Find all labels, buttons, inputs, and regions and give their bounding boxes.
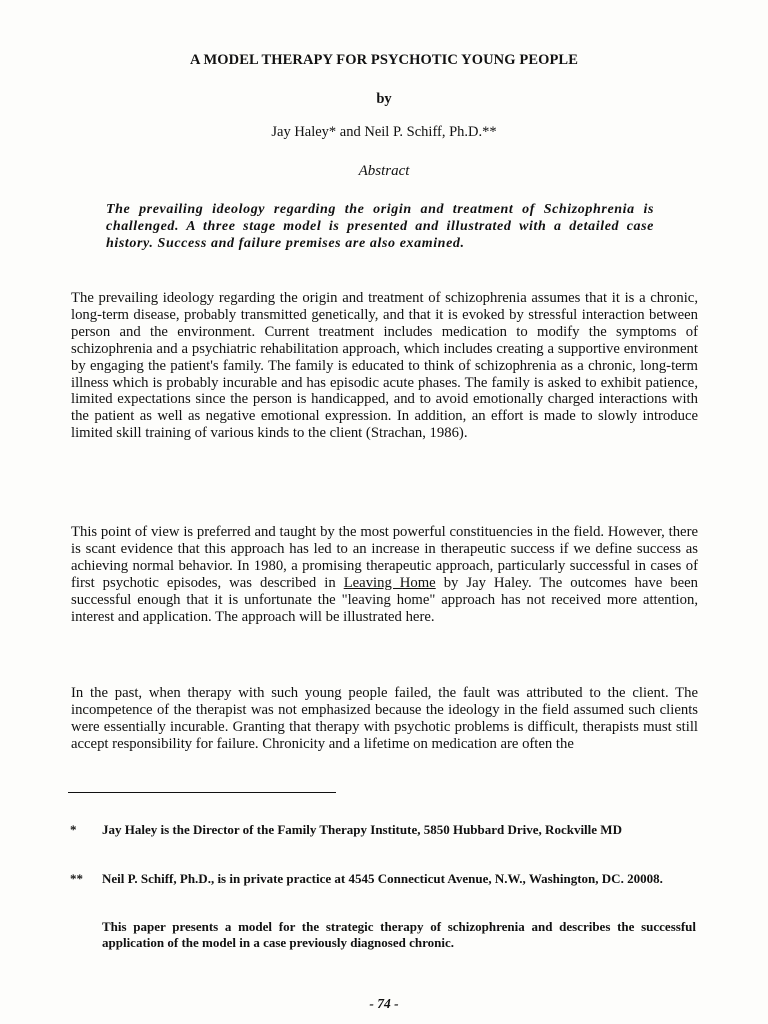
page-number: - 74 - (369, 996, 399, 1011)
footnote-2 (70, 871, 698, 903)
paper-note: This paper presents a model for the strategic therapy of schizophrenia and describes the successful application of the model in a case previously diagnosed chronic. (102, 919, 696, 950)
paper-title: A MODEL THERAPY FOR PSYCHOTIC YOUNG PEOPLE (190, 52, 578, 68)
footnote-1-mark: * (70, 822, 77, 837)
footnote-1 (70, 822, 698, 854)
footnote-divider (68, 792, 336, 793)
body-paragraph-1: The prevailing ideology regarding the origin and treatment of schizophrenia assumes that it is a chronic, long-term disease, probably transmitted genetically, and that it is evoked by stressful interaction between person and the environment. Current treatment includes medication to modify the symptoms of schizophrenia and a psychiatric rehabilitation approach, which includes creating a supportive environment by engaging the patient's family. The family is educated to think of schizophrenia as a chronic, long-term illness which is probably incurable and has episodic acute phases. The family is asked to exhibit patience, limited expectations since the person is handicapped, and to avoid emotionally charged interactions with the patient as well as negative emotional expression. In addition, an effort is made to slowly introduce limited skill training of various kinds to the client (Strachan, 1986). (71, 290, 698, 442)
byline-by: by (376, 91, 392, 107)
body-paragraph-2 (71, 524, 698, 625)
footnote-2-text: Neil P. Schiff, Ph.D., is in private practice at 4545 Connecticut Avenue, N.W., Washington, DC. 20008. (102, 871, 663, 886)
abstract-heading: Abstract (358, 163, 410, 179)
footnote-2-mark: ** (70, 871, 83, 886)
author-line: Jay Haley* and Neil P. Schiff, Ph.D.** (271, 124, 497, 140)
footnote-1-text: Jay Haley is the Director of the Family Therapy Institute, 5850 Hubbard Drive, Rockville MD (102, 822, 622, 837)
book-title-leaving-home: Leaving Home (343, 574, 436, 591)
paragraph-2-text-end: by Jay Haley. The outcomes have been successful enough that it is unfortunate the "leaving home" approach has not received more attention, interest and application. The approach will be illustrated here. (71, 574, 698, 625)
body-paragraph-3: In the past, when therapy with such young people failed, the fault was attributed to the client. The incompetence of the therapist was not emphasized because the ideology in the field assumed such clients were essentially incurable. Granting that therapy with psychotic problems is difficult, therapists must still accept responsibility for failure. Chronicity and a lifetime on medication are often the (71, 685, 698, 752)
paragraph-2-text-start: This point of view is preferred and taught by the most powerful constituencies in the field. However, there is scant evidence that this approach has led to an increase in therapeutic success if we define success as achieving normal behavior. In 1980, a promising therapeutic approach, particularly successful in cases of first psychotic episodes, was described in (71, 524, 698, 591)
abstract-text: The prevailing ideology regarding the origin and treatment of Schizophrenia is challenged. A three stage model is presented and illustrated with a detailed case history. Success and failure premises are also examined. (106, 202, 654, 251)
